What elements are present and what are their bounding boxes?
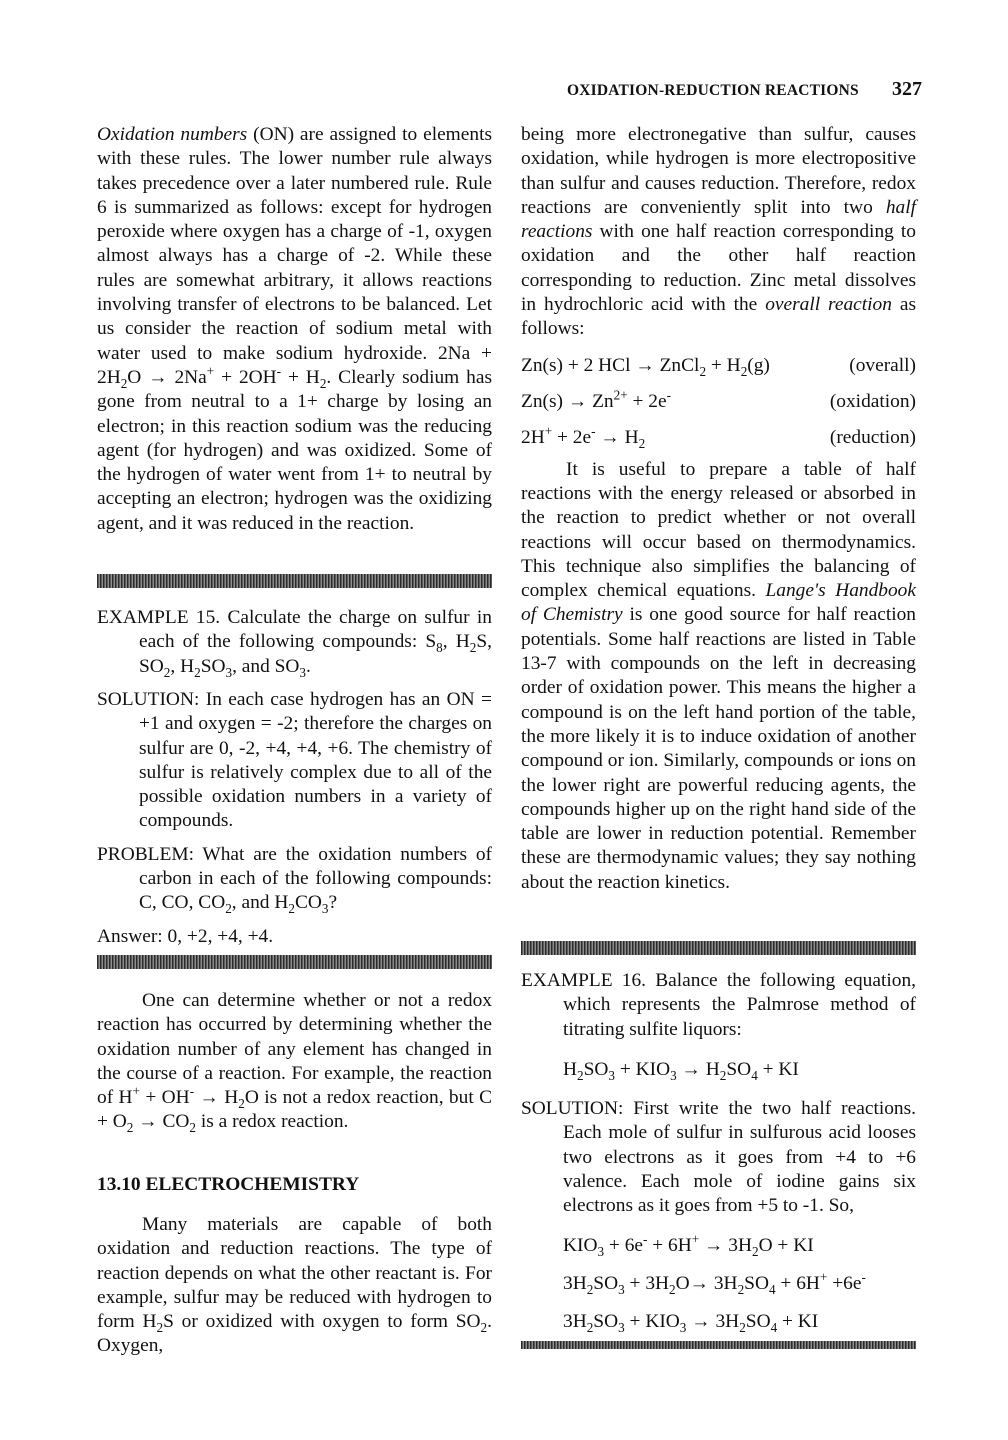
solution-equation-2: $3H_2SO_3 + 3H_2O\to 3H_2SO_4 + 6H^+ +6e^-$: [563, 1269, 866, 1298]
page-number: 327: [892, 78, 922, 100]
solution-15: SOLUTION: In each case hydrogen has an ON = +1 and oxygen = -2; therefore the charges on sulfur are 0, -2, +4, +4, +6. The chemistry of sulfur is relatively complex due to all of the possible oxidation numbers in a variety of compounds.: [97, 688, 492, 832]
answer: Answer: 0, +2, +4, +4.: [97, 925, 274, 947]
example-16-equation: $H_2SO_3 + KIO_3 \to H_2SO_4$ + KI: [563, 1058, 799, 1083]
solution-16: SOLUTION: First write the two half reactions. Each mole of sulfur in sulfurous acid looses two electrons as it goes from +4 to +6 valence. Each mole of iodine gains six electrons as it goes from +5 to -1. So,: [521, 1097, 916, 1217]
problem: PROBLEM: What are the oxidation numbers of carbon in each of the following compounds: C, CO, $CO_2$, and $H_2CO_3$?: [97, 843, 492, 917]
equation-overall: [521, 348, 916, 384]
example-box-top-rule: [97, 574, 492, 588]
solution-equation-1: $KIO_3 + 6e^- + 6H^+ \to 3H_2O$ + KI: [563, 1231, 814, 1260]
reference-langes-handbook: Lange's Handbook of Chemistry: [521, 580, 916, 626]
example-16-bottom-rule: [521, 1341, 916, 1349]
paragraph-half-reaction-table: It is useful to prepare a table of half reactions with the energy released or absorbed in the reaction to predict whether or not overall reactions will occur based on thermodynamics. This technique also simplifies the balancing of complex chemical equations. Lange's Handbook of Chemistry is one good source for half reaction potentials. Some half reactions are listed in Table 13-7 with compounds on the left in decreasing order of oxidation power. This means the higher a compound is on the left hand portion of the table, the more likely it is to induce oxidation of another compound or ion. Similarly, compounds or ions on the lower right are powerful reducing agents, the compounds higher up on the right hand side of the table are lower in reduction potential. Remember these are thermodynamic values; they say nothing about the reaction kinetics.: [521, 458, 916, 893]
example-15: EXAMPLE 15. Calculate the charge on sulfur in each of the following compounds: $S_8$, $H_2S$, $SO_2$, $H_2SO_3$, and $SO_3$.: [97, 607, 492, 680]
right-column: [521, 123, 916, 1349]
example-box-bottom-rule: [97, 955, 492, 969]
solution-equation-3: $3H_2SO_3 + KIO_3 \to 3H_2SO_4$ + KI: [563, 1311, 819, 1336]
left-column: [97, 123, 492, 1359]
equation-reduction: [521, 420, 916, 456]
term-oxidation-numbers: Oxidation numbers: [97, 124, 248, 145]
running-title: OXIDATION-REDUCTION REACTIONS: [567, 82, 859, 99]
running-header: [567, 78, 922, 104]
term-overall-reaction: overall reaction: [765, 294, 892, 316]
equation-label: (overall): [849, 354, 916, 376]
equation-text: $Zn(s) \to Zn^{2+} + 2e^-$: [521, 387, 672, 412]
equation-label: (reduction): [829, 426, 916, 448]
example-16: EXAMPLE 16. Balance the following equation, which represents the Palmrose method of titrating sulfite liquors:: [521, 970, 916, 1040]
paragraph-oxidation-numbers: Oxidation numbers (ON) are assigned to elements with these rules. The lower number rule always takes precedence over a later numbered rule. Rule 6 is summarized as follows: except for hydrogen peroxide where oxygen has a charge of -1, oxygen almost always has a charge of -2. While these rules are somewhat arbitrary, it allows reactions involving transfer of electrons to be balanced. Let us consider the reaction of sodium metal with water used to make sodium hydroxide. $2Na + 2H_2O \to 2Na^+ + 2OH^- + H_2$. Clearly sodium has gone from neutral to a 1+ charge by losing an electron; in this reaction sodium was the reducing agent (for hydrogen) and was oxidized. Some of the hydrogen of water went from 1+ to neutral by accepting an electron; hydrogen was the oxidizing agent, and it was reduced in the reaction.: [97, 124, 492, 534]
paragraph-electrochemistry: Many materials are capable of both oxidation and reduction reactions. The type of reaction depends on what the other reactant is. For example, sulfur may be reduced with hydrogen to form $H_2S$ or oxidized with oxygen to form $SO_2$. Oxygen,: [97, 1213, 492, 1357]
equation-label: (oxidation): [829, 390, 916, 412]
equation-text: $2H^+ + 2e^- \to H_2$: [521, 423, 646, 451]
equation-text: Zn(s) + 2 HCl → ZnCl$_2$ + $H_2(g)$: [521, 354, 770, 379]
example-16-top-rule: [521, 941, 916, 955]
equation-oxidation: [521, 384, 916, 420]
paragraph-half-reactions: being more electronegative than sulfur, causes oxidation, while hydrogen is more electropositive than sulfur and causes reduction. Therefore, redox reactions are conveniently split into two half reactions with one half reaction corresponding to oxidation and the other half reaction corresponding to reduction. Zinc metal dissolves in hydrochloric acid with the overall reaction as follows:: [521, 124, 917, 340]
paragraph-redox-test: One can determine whether or not a redox reaction has occurred by determining whether the oxidation number of any element has changed in the course of a reaction. For example, the reaction of $H^+ + OH^- \to H_2O$ is not a redox reaction, but $C + O_2 \to CO_2$ is a redox reaction.: [97, 989, 493, 1136]
term-half-reactions: half reactions: [521, 196, 916, 243]
section-heading: 13.10 ELECTROCHEMISTRY: [97, 1173, 360, 1195]
